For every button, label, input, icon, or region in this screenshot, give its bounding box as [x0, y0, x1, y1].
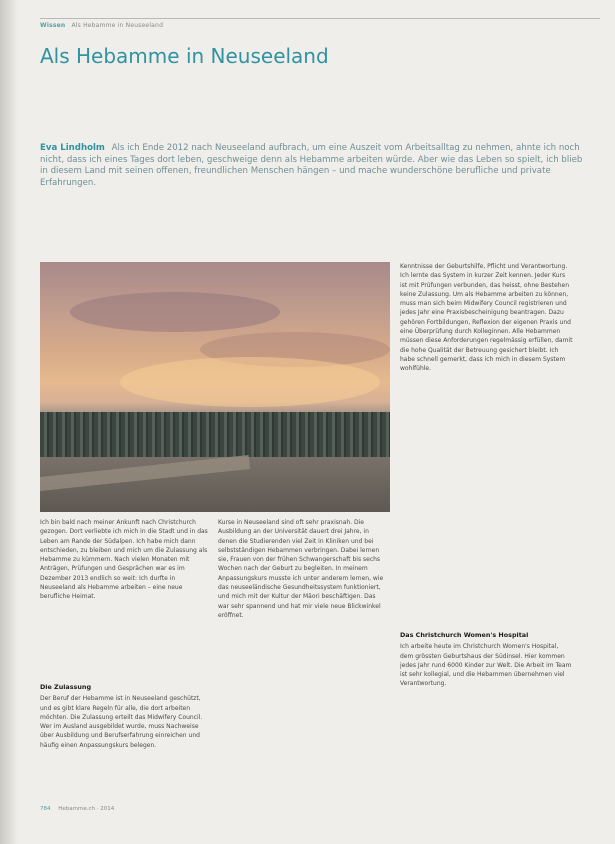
photo-cloud	[70, 292, 280, 332]
column-3-section	[400, 631, 573, 689]
body-paragraph: Ich arbeite heute im Christchurch Women's Hospital, dem grössten Geburtshaus der Südinsel. Hier kommen jedes Jahr rund 6000 Kinder zur Welt. Die Arbeit im Team ist sehr kollegial, und die Hebammen übernehmen viel Verantwortung.	[400, 643, 572, 688]
photo-sunset-glow	[120, 357, 380, 407]
column-1-text	[40, 518, 208, 602]
photo-treeline	[40, 412, 390, 457]
subheading-zulassung: Die Zulassung	[40, 683, 92, 691]
issue-info: Hebamme.ch · 2014	[58, 806, 115, 812]
subheading-hospital: Das Christchurch Women's Hospital	[400, 631, 529, 639]
author-name: Eva Lindholm	[40, 143, 105, 153]
body-paragraph: Kenntnisse der Geburtshilfe, Pflicht und Verantwortung. Ich lernte das System in kurzer Zeit kennen. Jeder Kurs ist mit Prüfungen verbunden, das heisst, ohne Bestehen keine Zulassung. Um als Hebamme arbeiten zu können, muss man sich beim Midwifery Council registrieren und jedes Jahr eine Praxisbescheinigung beantragen. Dazu gehören Fortbildungen, Reflexion der eigenen Praxis und eine Überprüfung durch Kolleginnen. Alle Hebammen müssen diese Anforderungen regelmässig erfüllen, damit die hohe Qualität der Betreuung gesichert bleibt. Ich habe schnell gemerkt, dass ich mich in diesem System wohlfühle.	[400, 263, 573, 373]
column-3-text	[400, 262, 573, 374]
article-photo	[40, 262, 390, 512]
article-title: Als Hebamme in Neuseeland	[40, 44, 329, 68]
section-label: Wissen	[40, 22, 66, 29]
article-lead	[40, 143, 588, 189]
body-paragraph: Der Beruf der Hebamme ist in Neuseeland geschützt, und es gibt klare Regeln für alle, die dort arbeiten möchten. Die Zulassung erteilt das Midwifery Council. Wer im Ausland ausgebildet wurde, muss Nachweise über Ausbildung und Berufserfahrung einreichen und häufig einen Anpassungskurs belegen.	[40, 695, 203, 749]
kicker-text: Als Hebamme in Neuseeland	[71, 22, 164, 29]
page-footer	[40, 806, 114, 812]
page-edge-shadow	[0, 0, 18, 844]
kicker	[40, 22, 163, 29]
header-rule	[40, 18, 600, 19]
column-2-text	[218, 518, 388, 620]
lead-text: Als ich Ende 2012 nach Neuseeland aufbrach, um eine Auszeit vom Arbeitsalltag zu nehmen, ahnte ich noch nicht, dass ich eines Tages dort leben, geschweige denn als Hebamme arbeiten würde. Aber wie das Leben so spielt, ich blieb in diesem Land mit seinen offenen, freundlichen Menschen hängen – und mache wunderschöne berufliche und private Erfahrungen.	[40, 143, 583, 188]
body-paragraph: Ich bin bald nach meiner Ankunft nach Christchurch gezogen. Dort verliebte ich mich in die Stadt und in das Leben am Rande der Südalpen. Ich habe mich dann entschieden, zu bleiben und mich um die Zulassung als Hebamme zu kümmern. Nach vielen Monaten mit Anträgen, Prüfungen und Gesprächen war es im Dezember 2013 endlich so weit: Ich durfte in Neuseeland als Hebamme arbeiten – eine neue berufliche Heimat.	[40, 519, 208, 601]
page-number: 784	[40, 806, 51, 812]
body-paragraph: Kurse in Neuseeland sind oft sehr praxisnah. Die Ausbildung an der Universität dauert drei Jahre, in denen die Studierenden viel Zeit in Kliniken und bei selbstständigen Hebammen verbringen. Dabei lernen sie, Frauen von der frühen Schwangerschaft bis sechs Wochen nach der Geburt zu begleiten. In meinem Anpassungskurs musste ich unter anderem lernen, wie das neuseeländische Gesundheitssystem funktioniert, und mich mit der Kultur der Māori beschäftigen. Das war sehr spannend und hat mir viele neue Blickwinkel eröffnet.	[218, 519, 384, 619]
column-1-section	[40, 683, 208, 750]
